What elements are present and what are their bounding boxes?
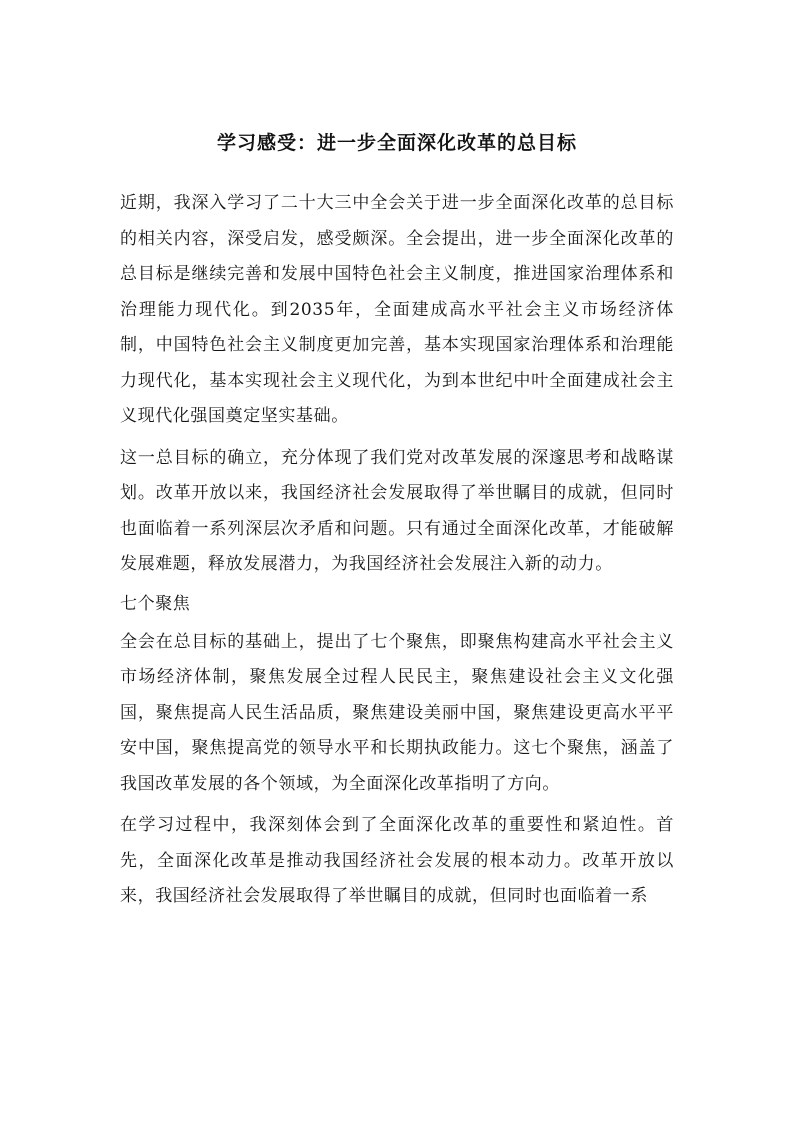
document-page — [120, 128, 674, 921]
section-heading: 七个聚焦 — [120, 593, 191, 614]
paragraph-intro: 近期，我深入学习了二十大三中全会关于进一步全面深化改革的总目标的相关内容，深受启发，感受颇深。全会提出，进一步全面深化改革的总目标是继续完善和发展中国特色社会主义制度，推进国家治理体系和治理能力现代化。到2035年，全面建成高水平社会主义市场经济体制，中国特色社会主义制度更加完善，基本实现国家治理体系和治理能力现代化，基本实现社会主义现代化，为到本世纪中叶全面建成社会主义现代化强国奠定坚实基础。 — [120, 193, 674, 426]
paragraph-reflection: 在学习过程中，我深刻体会到了全面深化改革的重要性和紧迫性。首先，全面深化改革是推动我国经济社会发展的根本动力。改革开放以来，我国经济社会发展取得了举世瞩目的成就，但同时也面临着一系 — [120, 815, 674, 906]
document-title: 学习感受：进一步全面深化改革的总目标 — [216, 132, 577, 154]
document-body — [120, 186, 674, 915]
paragraph-goal-significance: 这一总目标的确立，充分体现了我们党对改革发展的深邃思考和战略谋划。改革开放以来，我国经济社会发展取得了举世瞩目的成就，但同时也面临着一系列深层次矛盾和问题。只有通过全面深化改革，才能破解发展难题，释放发展潜力，为我国经济社会发展注入新的动力。 — [120, 447, 674, 574]
paragraph-seven-focuses: 全会在总目标的基础上，提出了七个聚焦，即聚焦构建高水平社会主义市场经济体制，聚焦发展全过程人民民主，聚焦建设社会主义文化强国，聚焦提高人民生活品质，聚焦建设美丽中国，聚焦建设更高水平平安中国，聚焦提高党的领导水平和长期执政能力。这七个聚焦，涵盖了我国改革发展的各个领域，为全面深化改革指明了方向。 — [120, 631, 674, 794]
